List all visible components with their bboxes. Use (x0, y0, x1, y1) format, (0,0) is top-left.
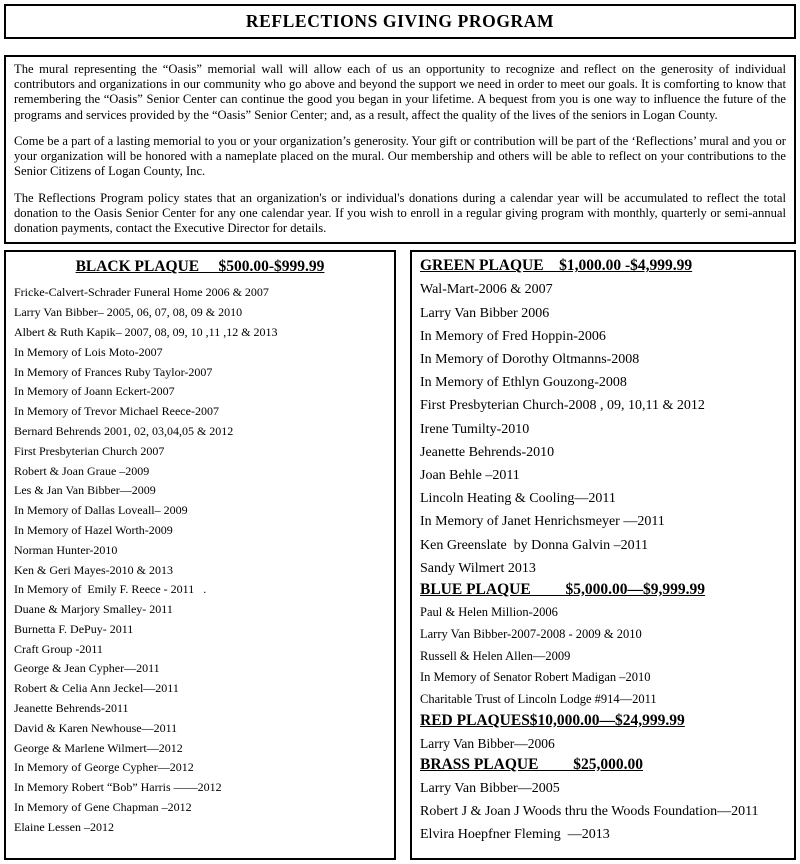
black-plaque-panel (4, 250, 396, 860)
donor-entry: David & Karen Newhouse—2011 (14, 720, 178, 735)
donor-entry: Larry Van Bibber 2006 (420, 305, 550, 321)
donor-entry: In Memory of Joann Eckert-2007 (14, 384, 175, 399)
donor-entry: Burnetta F. DePuy- 2011 (14, 621, 134, 636)
donor-entry: Ken & Geri Mayes-2010 & 2013 (14, 562, 173, 577)
donor-entry: Larry Van Bibber—2006 (420, 735, 555, 751)
donor-entry: Robert & Celia Ann Jeckel—2011 (14, 681, 179, 696)
donor-entry: Elaine Lessen –2012 (14, 819, 114, 834)
donor-entry: Jeanette Behrends-2011 (14, 701, 129, 716)
black-plaque-list (14, 283, 386, 837)
red-plaque-heading: RED PLAQUES$10,000.00—$24,999.99 (420, 711, 685, 729)
blue-plaque-heading: BLUE PLAQUE $5,000.00—$9,999.99 (420, 580, 706, 598)
donor-entry: Larry Van Bibber-2007-2008 - 2009 & 2010 (420, 626, 642, 641)
donor-entry: Paul & Helen Million-2006 (420, 604, 558, 619)
donor-entry: Les & Jan Van Bibber—2009 (14, 483, 156, 498)
donor-entry: In Memory of Frances Ruby Taylor-2007 (14, 364, 213, 379)
title-banner (4, 4, 796, 39)
donor-entry: In Memory of Hazel Worth-2009 (14, 522, 173, 537)
donor-entry: Charitable Trust of Lincoln Lodge #914—2011 (420, 692, 657, 707)
intro-paragraph: The Reflections Program policy states that an organization's or individual's donations during a calendar year will be accumulated to reflect the total donation to the Oasis Senior Center for any one calendar year. If you wish to enroll in a regular giving program with monthly, quarterly or semi-annual donation payments, contact the Executive Director for details. (14, 190, 786, 236)
brass-plaque-section (420, 756, 786, 847)
donor-entry: In Memory of Ethlyn Gouzong-2008 (420, 375, 627, 391)
donor-entry: In Memory of Gene Chapman –2012 (14, 800, 192, 815)
blue-plaque-section (420, 581, 786, 711)
donor-entry: In Memory of Dorothy Oltmanns-2008 (420, 351, 640, 367)
donor-entry: Duane & Marjory Smalley- 2011 (14, 602, 173, 617)
intro-panel (4, 55, 796, 244)
donor-entry: Larry Van Bibber—2005 (420, 780, 560, 796)
green-plaque-section (420, 257, 786, 580)
donor-entry: In Memory of George Cypher—2012 (14, 760, 194, 775)
donor-entry: Sandy Wilmert 2013 (420, 560, 536, 576)
green-plaque-heading: GREEN PLAQUE $1,000.00 -$4,999.99 (420, 257, 693, 275)
donor-entry: Robert & Joan Graue –2009 (14, 463, 150, 478)
intro-paragraph: The mural representing the “Oasis” memorial wall will allow each of us an opportunity to recognize and reflect on the generosity of individual contributors and organizations in our community who go above and beyond the support we need in order to meet our goals. It is comforting to know that remembering the “Oasis” Senior Center can continue the good you began in your lifetime. A bequest from you is one way to influence the future of the programs and services provided by the “Oasis” Senior Center; and, as a result, affect the quality of the lives of the seniors in Logan County. (14, 62, 786, 122)
page-title: REFLECTIONS GIVING PROGRAM (245, 11, 555, 31)
donor-entry: George & Jean Cypher—2011 (14, 661, 160, 676)
donor-entry: Robert J & Joan J Woods thru the Woods Foundation—2011 (420, 804, 759, 820)
red-plaque-section (420, 712, 786, 755)
donor-entry: In Memory of Trevor Michael Reece-2007 (14, 404, 219, 419)
donor-entry: George & Marlene Wilmert—2012 (14, 740, 183, 755)
brass-plaque-list (420, 777, 786, 847)
black-plaque-heading: BLACK PLAQUE $500.00-$999.99 (75, 258, 325, 276)
donor-entry: Ken Greenslate by Donna Galvin –2011 (420, 537, 649, 553)
donor-entry: Jeanette Behrends-2010 (420, 444, 555, 460)
donor-entry: Joan Behle –2011 (420, 467, 520, 483)
donor-entry: Elvira Hoepfner Fleming —2013 (420, 827, 610, 843)
donor-entry: Russell & Helen Allen—2009 (420, 648, 571, 663)
donor-entry: Larry Van Bibber– 2005, 06, 07, 08, 09 & 2010 (14, 305, 243, 320)
donor-entry: In Memory of Fred Hoppin-2006 (420, 328, 606, 344)
donor-entry: Wal-Mart-2006 & 2007 (420, 282, 553, 298)
donor-entry: Irene Tumilty-2010 (420, 421, 530, 437)
intro-paragraph: Come be a part of a lasting memorial to you or your organization’s generosity. Your gift or contribution will be part of the ‘Reflections’ mural and you or your organization will be honored with a nameplate placed on the mural. Our membership and others will be able to reflect on your contributions to the Senior Citizens of Logan County, Inc. (14, 133, 786, 179)
donor-entry: In Memory of Janet Henrichsmeyer —2011 (420, 514, 665, 530)
donor-entry: Albert & Ruth Kapik– 2007, 08, 09, 10 ,11 ,12 & 2013 (14, 324, 278, 339)
donor-entry: In Memory of Dallas Loveall– 2009 (14, 503, 188, 518)
donor-entry: Fricke-Calvert-Schrader Funeral Home 2006 & 2007 (14, 285, 269, 300)
donor-entry: In Memory of Lois Moto-2007 (14, 344, 163, 359)
brass-plaque-heading: BRASS PLAQUE $25,000.00 (420, 755, 644, 773)
donor-entry: First Presbyterian Church 2007 (14, 443, 165, 458)
donor-entry: First Presbyterian Church-2008 , 09, 10,11 & 2012 (420, 398, 705, 414)
donor-entry: Craft Group -2011 (14, 641, 103, 656)
donor-entry: Norman Hunter-2010 (14, 542, 118, 557)
donor-entry: In Memory of Senator Robert Madigan –2010 (420, 670, 651, 685)
donor-entry: Bernard Behrends 2001, 02, 03,04,05 & 2012 (14, 423, 234, 438)
donor-entry: In Memory Robert “Bob” Harris ——2012 (14, 780, 222, 795)
right-plaque-panel (410, 250, 796, 860)
donor-entry: Lincoln Heating & Cooling—2011 (420, 491, 616, 507)
green-plaque-list (420, 278, 786, 580)
donor-entry: In Memory of Emily F. Reece - 2011 . (14, 582, 207, 597)
plaque-columns (4, 250, 796, 860)
blue-plaque-list (420, 602, 786, 711)
red-plaque-list (420, 733, 786, 755)
